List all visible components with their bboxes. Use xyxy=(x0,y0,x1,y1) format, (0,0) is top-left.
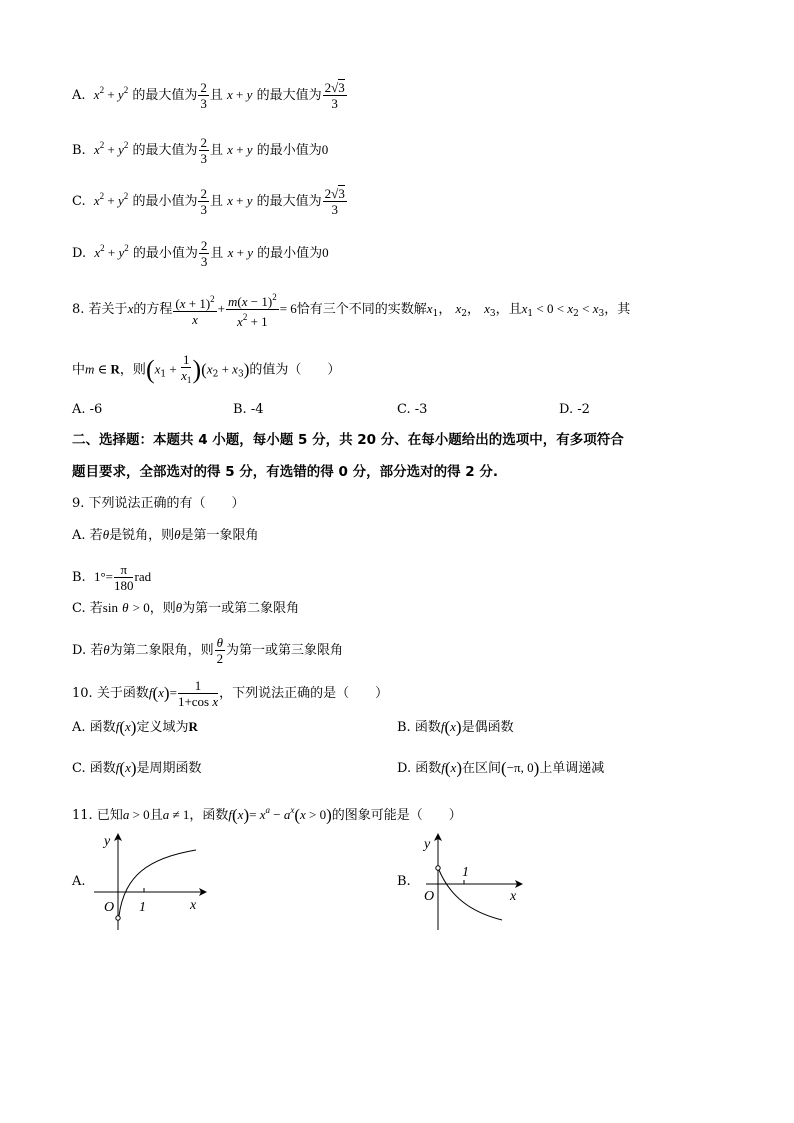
q10-option-b: B. 函数f(x)是偶函数 xyxy=(397,717,514,737)
graph-a-open-point xyxy=(116,916,120,920)
graph-b-curve xyxy=(439,870,502,920)
graph-a-label: A. xyxy=(72,874,86,889)
q10-option-d: D. 函数f(x)在区间(−π, 0)上单调递减 xyxy=(397,758,605,778)
q8-option-c: C. -3 xyxy=(397,402,428,417)
q10-option-a: A. 函数f(x)定义域为R xyxy=(72,717,198,737)
graph-b-one-label: 1 xyxy=(462,865,469,880)
graph-b-origin-label: O xyxy=(424,889,435,904)
graph-a-one-label: 1 xyxy=(139,900,146,915)
graph-b xyxy=(412,828,537,934)
q9-option-a: A. 若θ是锐角，则θ是第一象限角 xyxy=(72,527,259,543)
q9-option-d: D. 若θ为第二象限角，则 $\frac{\theta}{2}$ 为第一或第三象限角 xyxy=(72,635,344,666)
graph-a xyxy=(88,828,213,934)
q8-option-b: B. -4 xyxy=(233,402,264,417)
graph-b-y-label: y xyxy=(424,837,431,852)
graph-b-label: B. xyxy=(397,874,411,889)
question-9-stem: 9. 下列说法正确的有（ ） xyxy=(72,496,245,511)
question-10-stem: 10. 关于函数f(x)= $\frac{1}{\text{1+cos x}}$ ，下列说法正确的是（ ） xyxy=(72,678,389,709)
option-label: A. xyxy=(72,88,86,103)
q9-option-b: B. 1°= $\frac{\pi}{180}$ rad xyxy=(72,562,152,593)
q7-option-a: A. $x^2 + y^2$ 的最大值为 $\frac{2}{3}$ 且 x + y 的最大值为 $\frac{2√3}{3}$ xyxy=(72,80,345,111)
question-11-stem: 11. 已知a > 0且a ≠ 1，函数$f(x)= x^a - a^x(x > 0)$的图象可能是（ ） xyxy=(72,805,462,825)
graph-a-x-label: x xyxy=(190,898,197,913)
graph-a-y-label: y xyxy=(104,834,111,849)
q9-option-c: C. 若sin θ > 0，则θ为第一或第二象限角 xyxy=(72,600,300,616)
q7-option-b: B. $x^2 + y^2$ 的最大值为 $\frac{2}{3}$ 且 x + y 的最小值为0 xyxy=(72,135,329,166)
q10-option-c: C. 函数f(x)是周期函数 xyxy=(72,758,202,778)
graph-a-origin-label: O xyxy=(104,900,115,915)
graph-b-open-point xyxy=(436,866,440,870)
question-8-line1: 8. 若关于x的方程 $\frac{(x + 1)^2}{x}$ + $\frac{m(x - 1)^2}{x^2 + 1}$ = 6恰有三个不同的实数解$x_1$， $x_2$， $x_3$，且$x_1 < 0 < x_2 < x_3$，其 xyxy=(72,292,631,329)
graph-a-curve xyxy=(119,850,196,916)
q8-option-a: A. -6 xyxy=(72,402,103,417)
question-8-line2: 中m ∈ R，则($x_1$ + $\frac{1}{x_1}$ )$(x_2 + x_3)$的值为（ ） xyxy=(72,352,341,385)
q7-option-c: C. $x^2 + y^2$ 的最小值为 $\frac{2}{3}$ 且 x + y 的最大值为 $\frac{2√3}{3}$ xyxy=(72,186,345,217)
q7-option-d: D. $x^2 + y^2$ 的最小值为 $\frac{2}{3}$ 且 x + y 的最小值为0 xyxy=(72,238,329,269)
graph-b-x-label: x xyxy=(510,889,517,904)
section-2-heading: 二、选择题：本题共 4 小题，每小题 5 分，共 20 分、在每小题给出的选项中，有多项符合 xyxy=(72,432,624,448)
q8-option-d: D. -2 xyxy=(559,402,590,417)
section-2-heading-cont: 题目要求，全部选对的得 5 分，有选错的得 0 分，部分选对的得 2 分. xyxy=(72,464,499,480)
